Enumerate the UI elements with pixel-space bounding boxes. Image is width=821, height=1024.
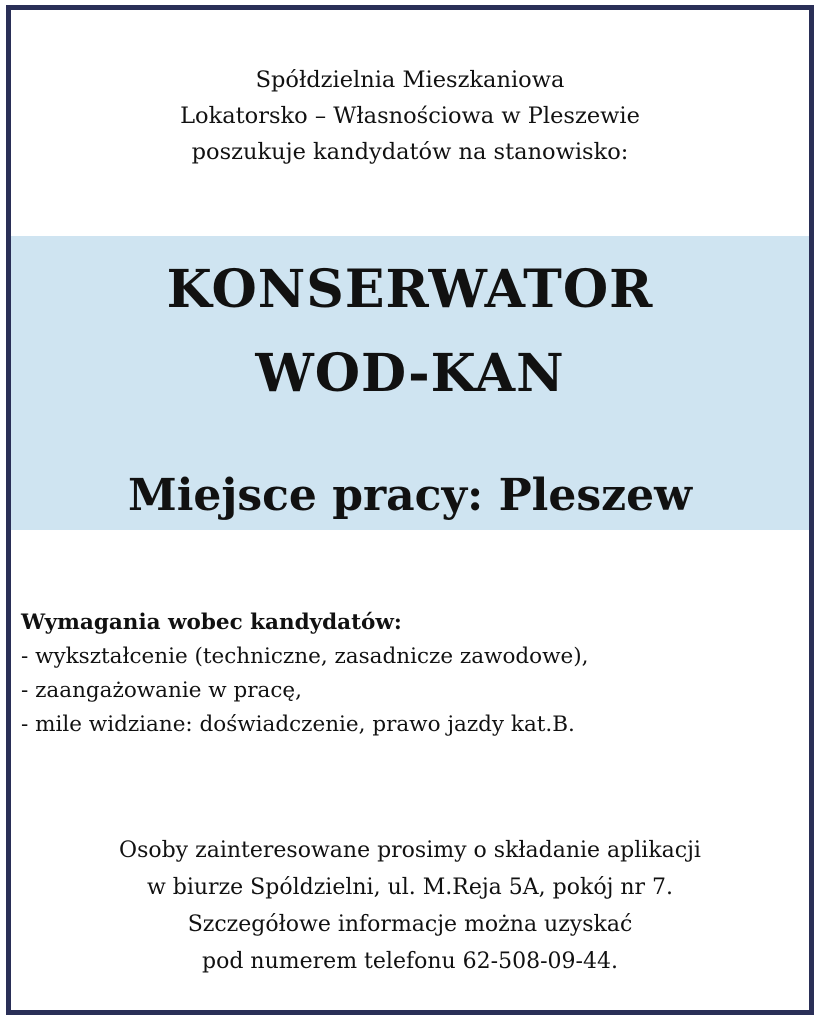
requirement-item-preferred: - mile widziane: doświadczenie, prawo jazdy kat.B. [21,712,575,737]
intro-line-organization: Spółdzielnia Mieszkaniowa [255,67,565,93]
job-title [11,248,809,416]
position-band [11,236,809,530]
requirement-item-engagement: - zaangażowanie w pracę, [21,678,302,703]
contact-line-info: Szczegółowe informacje można uzyskać [187,912,633,937]
job-title-line-2: WOD-KAN [255,343,565,404]
requirements-heading: Wymagania wobec kandydatów: [21,610,402,635]
job-title-line-1: KONSERWATOR [166,259,654,320]
requirements-block [21,606,588,742]
contact-line-address: w biurze Spóldzielni, ul. M.Reja 5A, pokój nr 7. [146,875,674,900]
intro-block [11,62,809,170]
requirement-item-education: - wykształcenie (techniczne, zasadnicze zawodowe), [21,644,589,669]
contact-line-apply: Osoby zainteresowane prosimy o składanie aplikacji [119,838,701,863]
poster-frame [6,5,814,1015]
workplace-line: Miejsce pracy: Pleszew [127,470,692,521]
contact-line-phone: pod numerem telefonu 62-508-09-44. [202,949,618,974]
intro-line-organization-type: Lokatorsko – Własnościowa w Pleszewie [180,103,640,129]
intro-line-seeking: poszukuje kandydatów na stanowisko: [191,139,629,165]
contact-block [11,832,809,980]
